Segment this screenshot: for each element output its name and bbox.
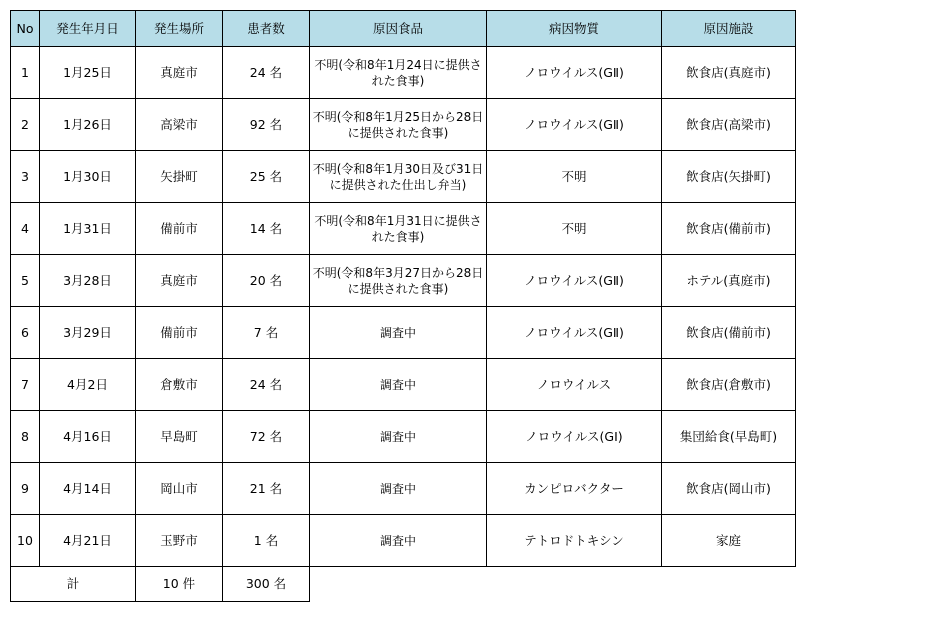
cell-date: 4月14日 [40,463,136,515]
total-blank [310,567,487,602]
header-date: 発生年月日 [40,11,136,47]
cell-date: 4月21日 [40,515,136,567]
cell-agent: テトロドトキシン [487,515,662,567]
table-row [11,151,796,203]
cell-food: 不明(令和8年1月30日及び31日に提供された仕出し弁当) [310,151,487,203]
cell-patients: 24 名 [223,47,310,99]
cell-patients: 25 名 [223,151,310,203]
cell-patients: 72 名 [223,411,310,463]
cell-date: 3月28日 [40,255,136,307]
table-row [11,515,796,567]
cell-place: 真庭市 [136,255,223,307]
cell-no: 6 [11,307,40,359]
total-label: 計 [11,567,136,602]
cell-no: 9 [11,463,40,515]
total-count: 10 件 [136,567,223,602]
cell-date: 1月31日 [40,203,136,255]
cell-patients: 7 名 [223,307,310,359]
cell-date: 4月16日 [40,411,136,463]
cell-no: 5 [11,255,40,307]
cell-facility: 飲食店(倉敷市) [662,359,796,411]
cell-no: 7 [11,359,40,411]
cell-facility: 家庭 [662,515,796,567]
cell-patients: 24 名 [223,359,310,411]
cell-facility: 飲食店(高梁市) [662,99,796,151]
cell-agent: ノロウイルス(GⅡ) [487,99,662,151]
cell-patients: 20 名 [223,255,310,307]
table-row [11,47,796,99]
cell-food: 調査中 [310,307,487,359]
cell-food: 調査中 [310,463,487,515]
cell-facility: ホテル(真庭市) [662,255,796,307]
header-food: 原因食品 [310,11,487,47]
cell-food: 不明(令和8年3月27日から28日に提供された食事) [310,255,487,307]
cell-food: 調査中 [310,515,487,567]
cell-date: 3月29日 [40,307,136,359]
cell-place: 高梁市 [136,99,223,151]
cell-agent: ノロウイルス(GⅠ) [487,411,662,463]
cell-date: 1月26日 [40,99,136,151]
cell-place: 倉敷市 [136,359,223,411]
cell-no: 10 [11,515,40,567]
cell-date: 4月2日 [40,359,136,411]
header-row [11,11,796,47]
cell-place: 備前市 [136,307,223,359]
total-blank [487,567,662,602]
cell-no: 3 [11,151,40,203]
cell-food: 調査中 [310,411,487,463]
cell-place: 玉野市 [136,515,223,567]
cell-patients: 92 名 [223,99,310,151]
cell-date: 1月30日 [40,151,136,203]
outbreak-table [10,10,796,602]
total-blank [662,567,796,602]
header-facility: 原因施設 [662,11,796,47]
cell-agent: ノロウイルス [487,359,662,411]
header-agent: 病因物質 [487,11,662,47]
cell-patients: 14 名 [223,203,310,255]
cell-place: 早島町 [136,411,223,463]
cell-food: 不明(令和8年1月31日に提供された食事) [310,203,487,255]
cell-agent: ノロウイルス(GⅡ) [487,255,662,307]
header-place: 発生場所 [136,11,223,47]
header-patients: 患者数 [223,11,310,47]
cell-no: 2 [11,99,40,151]
cell-agent: 不明 [487,203,662,255]
cell-patients: 21 名 [223,463,310,515]
cell-facility: 飲食店(矢掛町) [662,151,796,203]
cell-agent: カンピロバクター [487,463,662,515]
cell-patients: 1 名 [223,515,310,567]
cell-place: 備前市 [136,203,223,255]
table-row [11,463,796,515]
header-no: No [11,11,40,47]
cell-food: 不明(令和8年1月24日に提供された食事) [310,47,487,99]
cell-food: 不明(令和8年1月25日から28日に提供された食事) [310,99,487,151]
cell-no: 1 [11,47,40,99]
cell-place: 矢掛町 [136,151,223,203]
table-row [11,203,796,255]
total-patients: 300 名 [223,567,310,602]
table-row [11,411,796,463]
cell-date: 1月25日 [40,47,136,99]
cell-no: 8 [11,411,40,463]
cell-place: 岡山市 [136,463,223,515]
cell-facility: 飲食店(備前市) [662,203,796,255]
cell-agent: ノロウイルス(GⅡ) [487,307,662,359]
cell-agent: 不明 [487,151,662,203]
cell-facility: 飲食店(真庭市) [662,47,796,99]
table-row [11,307,796,359]
cell-facility: 飲食店(備前市) [662,307,796,359]
cell-facility: 集団給食(早島町) [662,411,796,463]
table-row [11,359,796,411]
cell-place: 真庭市 [136,47,223,99]
total-row [11,567,796,602]
table-row [11,255,796,307]
cell-no: 4 [11,203,40,255]
cell-food: 調査中 [310,359,487,411]
cell-agent: ノロウイルス(GⅡ) [487,47,662,99]
cell-facility: 飲食店(岡山市) [662,463,796,515]
table-row [11,99,796,151]
